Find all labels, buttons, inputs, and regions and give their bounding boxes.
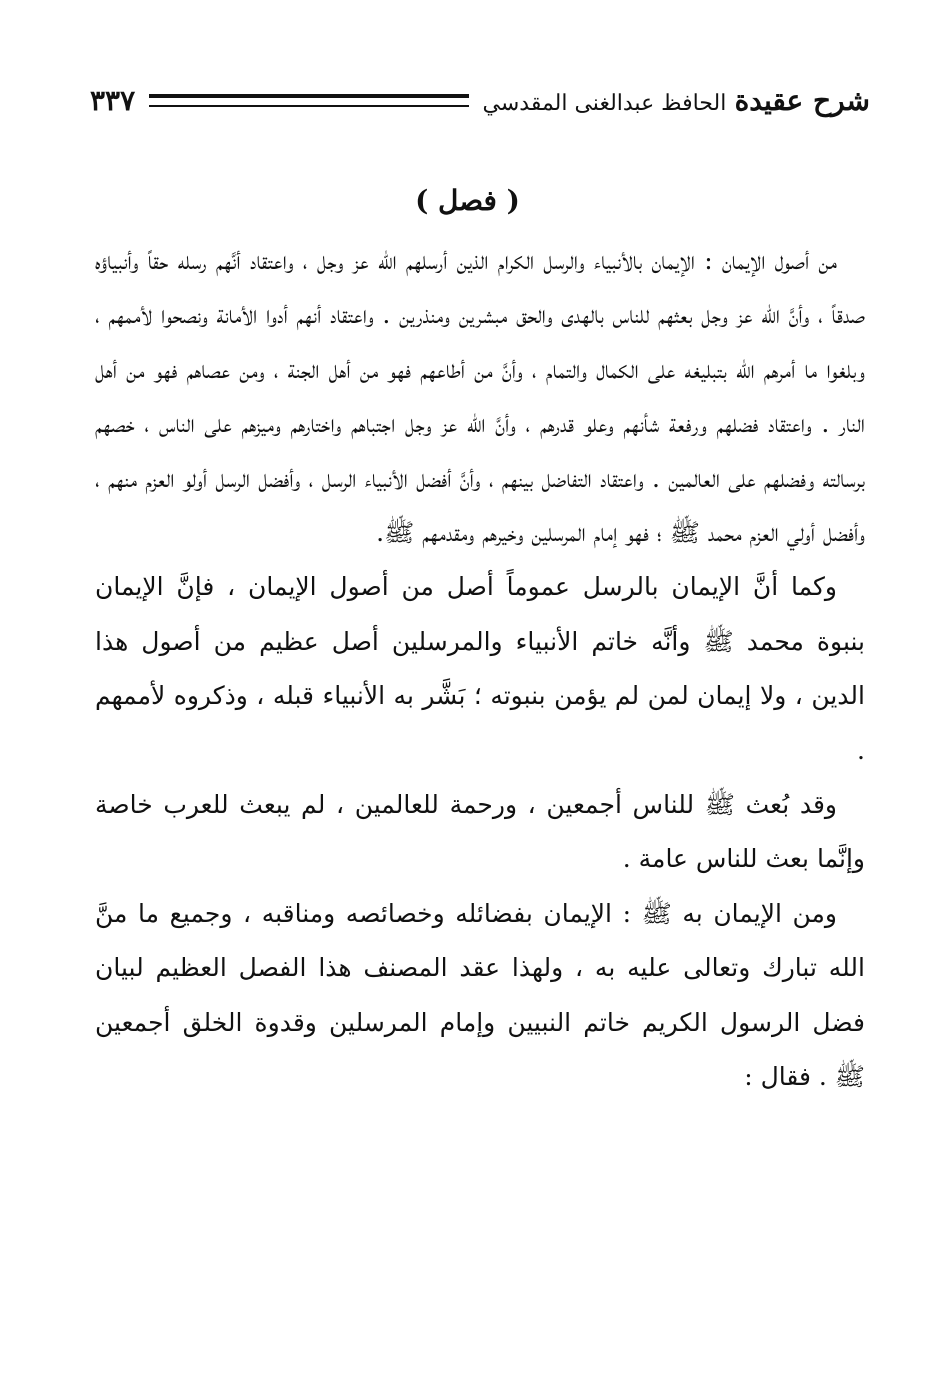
paragraph: ومن الإيمان به ﷺ : الإيمان بفضائله وخصائصه ومناقبه ، وجميع ما منَّ الله تبارك وتعالى عليه به ، ولهذا عقد المصنف هذا الفصل العظيم لبيان فضل الرسول الكريم خاتم النبيين وإمام المرسلين وقدوة الخلق أجمعين ﷺ . فقال : [95,898,865,1092]
header-rule [149,94,468,107]
body-text [95,234,865,1105]
book-title [483,84,871,117]
paragraph: من أصول الإيمان : الإيمان بالأنبياء والرسل الكرام الذين أرسلهم الله عز وجل ، واعتقاد أنَّهم رسله حقاً وأنبياؤه صدقاً ، وأنَّ الله عز وجل بعثهم للناس بالهدى والحق مبشرين ومنذرين . واعتقاد أنهم أدوا الأمانة ونصحوا لأممهم ، وبلغوا ما أمرهم الله بتبليغه على الكمال والتمام ، وأنَّ من أطاعهم فهو من أهل الجنة ، ومن عصاهم فهو من أهل النار . واعتقاد فضلهم ورفعة شأنهم وعلو قدرهم ، وأنَّ الله عز وجل اجتباهم واختارهم وميزهم على الناس ، خصهم برسالته وفضلهم على العالمين . واعتقاد التفاضل بينهم ، وأنَّ أفضل الأنبياء الرسل ، وأفضل الرسل أولو العزم منهم ، وأفضل أولي العزم محمد ﷺ ؛ فهو إمام المرسلين وخيرهم ومقدمهم ﷺ. [95,246,865,548]
section-heading: ( فصل ) [415,184,520,217]
book-title-rest: الحافظ عبدالغنى المقدسي [482,90,727,116]
book-title-bold: شرح عقيدة [734,83,870,117]
paragraph: وقد بُعث ﷺ للناس أجمعين ، ورحمة للعالمين ، لم يبعث للعرب خاصة وإنَّما بعث للناس عامة . [95,790,865,874]
running-header [90,78,870,122]
page-number: ٣٣٧ [90,83,136,117]
paragraph: وكما أنَّ الإيمان بالرسل عموماً أصل من أصول الإيمان ، فإنَّ الإيمان بنبوة محمد ﷺ وأنَّه خاتم الأنبياء والمرسلين أصل عظيم من أصول هذا الدين ، ولا إيمان لمن لم يؤمن بنبوته ؛ بَشَّر به الأنبياء قبله ، وذكروه لأممهم . [95,572,865,765]
